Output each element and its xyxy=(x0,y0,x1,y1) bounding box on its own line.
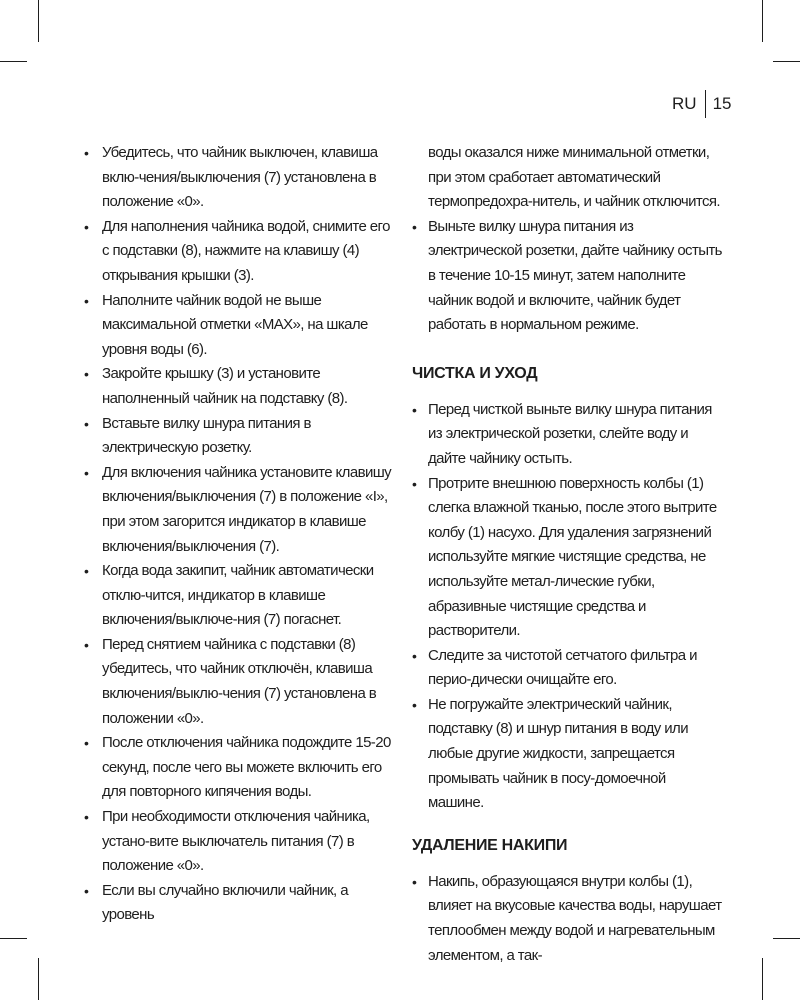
crop-mark xyxy=(38,0,39,42)
list-item: • Когда вода закипит, чайник автоматически отклю-чится, индикатор в клавише включения/выключе-ния (7) погаснет. xyxy=(80,559,392,633)
bullet-icon: • xyxy=(412,696,417,713)
bullet-icon: • xyxy=(84,145,89,161)
list-item: • Выньте вилку шнура питания из электрической розетки, дайте чайнику остыть в течение 10-15 минут, затем наполните чайник водой и включите, чайник будет работать в нормальном режиме. xyxy=(412,215,722,338)
section-heading-descaling: УДАЛЕНИЕ НАКИПИ xyxy=(412,836,568,854)
instruction-list xyxy=(80,141,392,928)
bullet-icon: • xyxy=(84,563,89,580)
list-item: • Вставьте вилку шнура питания в электрическую розетку. xyxy=(80,412,392,461)
bullet-icon: • xyxy=(84,882,89,899)
right-column xyxy=(412,141,722,968)
bullet-icon: • xyxy=(412,647,417,664)
bullet-icon: • xyxy=(84,415,89,432)
bullet-icon: • xyxy=(84,735,89,752)
bullet-icon: • xyxy=(84,464,89,481)
list-item: • Закройте крышку (3) и установите наполненный чайник на подставку (8). xyxy=(80,362,392,411)
list-item: • Следите за чистотой сетчатого фильтра и перио-дически очищайте его. xyxy=(412,644,722,693)
bullet-icon: • xyxy=(412,218,417,235)
bullet-icon: • xyxy=(412,401,417,418)
bullet-icon: • xyxy=(84,292,89,309)
bullet-icon: • xyxy=(84,636,89,653)
list-item: • Для наполнения чайника водой, снимите его с подставки (8), нажмите на клавишу (4) открывания крышки (3). xyxy=(80,215,392,289)
descaling-list xyxy=(412,870,722,968)
list-item: • Не погружайте электрический чайник, подставку (8) и шнур питания в воду или любые другие жидкости, запрещается промывать чайник в посу-домоечной машине. xyxy=(412,693,722,816)
section-heading-cleaning: ЧИСТКА И УХОД xyxy=(412,364,538,382)
instruction-list xyxy=(412,215,722,338)
crop-mark xyxy=(773,61,800,62)
page-header xyxy=(672,90,731,118)
continued-paragraph: воды оказался ниже минимальной отметки, при этом сработает автоматический термопредохра-нитель, и чайник отключится. xyxy=(428,144,720,211)
left-column xyxy=(80,141,392,928)
list-item: • Протрите внешнюю поверхность колбы (1) слегка влажной тканью, после этого вытрите колбу (1) насухо. Для удаления загрязнений используйте мягкие чистящие средства, не используйте метал-лические губки, абразивные чистящие средства и растворители. xyxy=(412,472,722,644)
crop-mark xyxy=(762,958,763,1000)
list-item: • Перед чисткой выньте вилку шнура питания из электрической розетки, слейте воду и дайте чайнику остыть. xyxy=(412,398,722,472)
crop-mark xyxy=(38,958,39,1000)
bullet-icon: • xyxy=(412,873,417,890)
page-number: 15 xyxy=(712,94,732,113)
list-item: • Для включения чайника установите клавишу включения/выключения (7) в положение «I», при этом загорится индикатор в клавише включения/выключения (7). xyxy=(80,461,392,559)
list-item: • После отключения чайника подождите 15-20 секунд, после чего вы можете включить его для повторного кипячения воды. xyxy=(80,731,392,805)
bullet-icon: • xyxy=(84,218,89,235)
language-code: RU xyxy=(672,94,697,113)
list-item: • Накипь, образующаяся внутри колбы (1), влияет на вкусовые качества воды, нарушает теплообмен между водой и нагревательным элементом, а так- xyxy=(412,870,722,968)
list-item: • Наполните чайник водой не выше максимальной отметки «MAX», на шкале уровня воды (6). xyxy=(80,289,392,363)
bullet-icon: • xyxy=(412,475,417,492)
bullet-icon: • xyxy=(84,809,89,826)
crop-mark xyxy=(762,0,763,42)
list-item: • Убедитесь, что чайник выключен, клавиша вклю-чения/выключения (7) установлена в положение «0». xyxy=(80,141,392,215)
bullet-icon: • xyxy=(84,366,89,383)
list-item: • Перед снятием чайника с подставки (8) убедитесь, что чайник отключён, клавиша включения/выклю-чения (7) установлена в положении «0». xyxy=(80,633,392,731)
crop-mark xyxy=(773,938,800,939)
crop-mark xyxy=(0,61,27,62)
list-item: • При необходимости отключения чайника, устано-вите выключатель питания (7) в положение «0». xyxy=(80,805,392,879)
list-item: • Если вы случайно включили чайник, а уровень xyxy=(80,879,392,928)
crop-mark xyxy=(0,938,27,939)
cleaning-list xyxy=(412,398,722,816)
